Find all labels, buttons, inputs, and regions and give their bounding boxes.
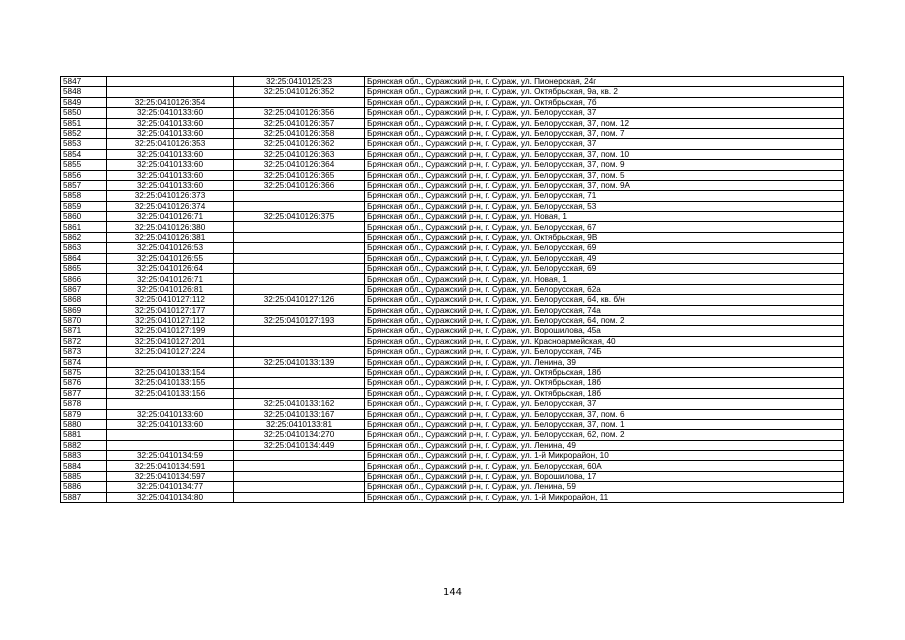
row-number-cell: 5871 <box>61 326 107 336</box>
row-number-cell: 5886 <box>61 482 107 492</box>
parcel-cadastral-number-cell: 32:25:0410133:60 <box>107 149 234 159</box>
parcel-cadastral-number-cell: 32:25:0410133:156 <box>107 388 234 398</box>
row-number-cell: 5859 <box>61 201 107 211</box>
parcel-cadastral-number-cell: 32:25:0410126:374 <box>107 201 234 211</box>
address-cell: Брянская обл., Суражский р-н, г. Сураж, ул. Ворошилова, 45а <box>365 326 844 336</box>
object-cadastral-number-cell: 32:25:0410133:162 <box>234 399 365 409</box>
object-cadastral-number-cell <box>234 264 365 274</box>
parcel-cadastral-number-cell: 32:25:0410133:60 <box>107 419 234 429</box>
parcel-cadastral-number-cell: 32:25:0410127:177 <box>107 305 234 315</box>
row-number-cell: 5869 <box>61 305 107 315</box>
parcel-cadastral-number-cell: 32:25:0410126:71 <box>107 212 234 222</box>
address-cell: Брянская обл., Суражский р-н, г. Сураж, ул. 1-й Микрорайон, 10 <box>365 451 844 461</box>
row-number-cell: 5887 <box>61 492 107 502</box>
address-cell: Брянская обл., Суражский р-н, г. Сураж, ул. Белорусская, 37, пом. 5 <box>365 170 844 180</box>
object-cadastral-number-cell <box>234 367 365 377</box>
object-cadastral-number-cell <box>234 305 365 315</box>
table-row <box>61 357 844 367</box>
row-number-cell: 5885 <box>61 471 107 481</box>
parcel-cadastral-number-cell: 32:25:0410134:80 <box>107 492 234 502</box>
parcel-cadastral-number-cell: 32:25:0410133:60 <box>107 170 234 180</box>
address-cell: Брянская обл., Суражский р-н, г. Сураж, ул. Белорусская, 37 <box>365 399 844 409</box>
row-number-cell: 5883 <box>61 451 107 461</box>
table-row <box>61 399 844 409</box>
table-row <box>61 440 844 450</box>
address-cell: Брянская обл., Суражский р-н, г. Сураж, ул. Красноармейская, 40 <box>365 336 844 346</box>
parcel-cadastral-number-cell: 32:25:0410133:154 <box>107 367 234 377</box>
table-row <box>61 367 844 377</box>
row-number-cell: 5868 <box>61 295 107 305</box>
object-cadastral-number-cell <box>234 222 365 232</box>
address-cell: Брянская обл., Суражский р-н, г. Сураж, ул. Ленина, 39 <box>365 357 844 367</box>
address-cell: Брянская обл., Суражский р-н, г. Сураж, ул. Белорусская, 74Б <box>365 347 844 357</box>
address-cell: Брянская обл., Суражский р-н, г. Сураж, ул. Октябрьская, 18б <box>365 388 844 398</box>
parcel-cadastral-number-cell <box>107 87 234 97</box>
parcel-cadastral-number-cell: 32:25:0410127:199 <box>107 326 234 336</box>
address-cell: Брянская обл., Суражский р-н, г. Сураж, ул. Октябрьская, 18б <box>365 367 844 377</box>
parcel-cadastral-number-cell: 32:25:0410127:112 <box>107 315 234 325</box>
address-cell: Брянская обл., Суражский р-н, г. Сураж, ул. Белорусская, 74а <box>365 305 844 315</box>
address-cell: Брянская обл., Суражский р-н, г. Сураж, ул. Белорусская, 37, пом. 6 <box>365 409 844 419</box>
object-cadastral-number-cell <box>234 492 365 502</box>
row-number-cell: 5873 <box>61 347 107 357</box>
object-cadastral-number-cell <box>234 232 365 242</box>
row-number-cell: 5858 <box>61 191 107 201</box>
table-row <box>61 77 844 87</box>
table-row <box>61 451 844 461</box>
table-row <box>61 336 844 346</box>
table-row <box>61 378 844 388</box>
table-row <box>61 305 844 315</box>
table-row <box>61 284 844 294</box>
parcel-cadastral-number-cell <box>107 399 234 409</box>
parcel-cadastral-number-cell: 32:25:0410133:155 <box>107 378 234 388</box>
object-cadastral-number-cell: 32:25:0410126:356 <box>234 108 365 118</box>
object-cadastral-number-cell <box>234 388 365 398</box>
table-row <box>61 253 844 263</box>
parcel-cadastral-number-cell: 32:25:0410133:60 <box>107 180 234 190</box>
address-cell: Брянская обл., Суражский р-н, г. Сураж, ул. Белорусская, 53 <box>365 201 844 211</box>
row-number-cell: 5857 <box>61 180 107 190</box>
address-cell: Брянская обл., Суражский р-н, г. Сураж, ул. Новая, 1 <box>365 212 844 222</box>
row-number-cell: 5878 <box>61 399 107 409</box>
address-cell: Брянская обл., Суражский р-н, г. Сураж, ул. Белорусская, 37 <box>365 139 844 149</box>
table-row <box>61 430 844 440</box>
parcel-cadastral-number-cell: 32:25:0410127:224 <box>107 347 234 357</box>
address-cell: Брянская обл., Суражский р-н, г. Сураж, ул. 1-й Микрорайон, 11 <box>365 492 844 502</box>
row-number-cell: 5860 <box>61 212 107 222</box>
table-row <box>61 87 844 97</box>
row-number-cell: 5865 <box>61 264 107 274</box>
address-cell: Брянская обл., Суражский р-н, г. Сураж, ул. Белорусская, 37, пом. 7 <box>365 128 844 138</box>
object-cadastral-number-cell <box>234 347 365 357</box>
row-number-cell: 5877 <box>61 388 107 398</box>
object-cadastral-number-cell: 32:25:0410133:139 <box>234 357 365 367</box>
table-row <box>61 118 844 128</box>
object-cadastral-number-cell <box>234 274 365 284</box>
object-cadastral-number-cell: 32:25:0410127:126 <box>234 295 365 305</box>
row-number-cell: 5852 <box>61 128 107 138</box>
parcel-cadastral-number-cell: 32:25:0410133:60 <box>107 409 234 419</box>
row-number-cell: 5853 <box>61 139 107 149</box>
table-row <box>61 409 844 419</box>
address-cell: Брянская обл., Суражский р-н, г. Сураж, ул. Белорусская, 37, пом. 9А <box>365 180 844 190</box>
table-row <box>61 347 844 357</box>
table-row <box>61 419 844 429</box>
row-number-cell: 5882 <box>61 440 107 450</box>
table-row <box>61 170 844 180</box>
address-cell: Брянская обл., Суражский р-н, г. Сураж, ул. Октябрьская, 9а, кв. 2 <box>365 87 844 97</box>
table-row <box>61 274 844 284</box>
table-row <box>61 243 844 253</box>
object-cadastral-number-cell <box>234 97 365 107</box>
table-row <box>61 160 844 170</box>
address-cell: Брянская обл., Суражский р-н, г. Сураж, ул. Октябрьская, 18б <box>365 378 844 388</box>
address-cell: Брянская обл., Суражский р-н, г. Сураж, ул. Новая, 1 <box>365 274 844 284</box>
parcel-cadastral-number-cell: 32:25:0410134:77 <box>107 482 234 492</box>
object-cadastral-number-cell: 32:25:0410125:23 <box>234 77 365 87</box>
object-cadastral-number-cell <box>234 201 365 211</box>
table-row <box>61 492 844 502</box>
parcel-cadastral-number-cell: 32:25:0410133:60 <box>107 108 234 118</box>
row-number-cell: 5847 <box>61 77 107 87</box>
object-cadastral-number-cell <box>234 336 365 346</box>
parcel-cadastral-number-cell <box>107 77 234 87</box>
object-cadastral-number-cell: 32:25:0410134:449 <box>234 440 365 450</box>
parcel-cadastral-number-cell <box>107 440 234 450</box>
row-number-cell: 5875 <box>61 367 107 377</box>
object-cadastral-number-cell: 32:25:0410134:270 <box>234 430 365 440</box>
parcel-cadastral-number-cell: 32:25:0410126:81 <box>107 284 234 294</box>
address-cell: Брянская обл., Суражский р-н, г. Сураж, ул. Белорусская, 37, пом. 1 <box>365 419 844 429</box>
address-cell: Брянская обл., Суражский р-н, г. Сураж, ул. Ленина, 59 <box>365 482 844 492</box>
parcel-cadastral-number-cell: 32:25:0410126:381 <box>107 232 234 242</box>
row-number-cell: 5855 <box>61 160 107 170</box>
address-cell: Брянская обл., Суражский р-н, г. Сураж, ул. Белорусская, 64, кв. б/н <box>365 295 844 305</box>
address-cell: Брянская обл., Суражский р-н, г. Сураж, ул. Белорусская, 37, пом. 9 <box>365 160 844 170</box>
parcel-cadastral-number-cell: 32:25:0410133:60 <box>107 160 234 170</box>
object-cadastral-number-cell: 32:25:0410126:365 <box>234 170 365 180</box>
table-row <box>61 180 844 190</box>
object-cadastral-number-cell <box>234 451 365 461</box>
object-cadastral-number-cell <box>234 482 365 492</box>
row-number-cell: 5849 <box>61 97 107 107</box>
row-number-cell: 5863 <box>61 243 107 253</box>
parcel-cadastral-number-cell: 32:25:0410126:55 <box>107 253 234 263</box>
parcel-cadastral-number-cell: 32:25:0410127:201 <box>107 336 234 346</box>
table-row <box>61 212 844 222</box>
parcel-cadastral-number-cell: 32:25:0410134:59 <box>107 451 234 461</box>
address-cell: Брянская обл., Суражский р-н, г. Сураж, ул. Белорусская, 49 <box>365 253 844 263</box>
table-row <box>61 149 844 159</box>
object-cadastral-number-cell: 32:25:0410126:363 <box>234 149 365 159</box>
object-cadastral-number-cell <box>234 461 365 471</box>
table-row <box>61 482 844 492</box>
page-number: 144 <box>442 587 463 598</box>
object-cadastral-number-cell <box>234 191 365 201</box>
row-number-cell: 5850 <box>61 108 107 118</box>
object-cadastral-number-cell: 32:25:0410126:364 <box>234 160 365 170</box>
table-row <box>61 97 844 107</box>
address-cell: Брянская обл., Суражский р-н, г. Сураж, ул. Белорусская, 71 <box>365 191 844 201</box>
parcel-cadastral-number-cell <box>107 357 234 367</box>
table-row <box>61 264 844 274</box>
object-cadastral-number-cell <box>234 378 365 388</box>
object-cadastral-number-cell <box>234 253 365 263</box>
address-cell: Брянская обл., Суражский р-н, г. Сураж, ул. Пионерская, 24г <box>365 77 844 87</box>
object-cadastral-number-cell <box>234 284 365 294</box>
table-row <box>61 232 844 242</box>
row-number-cell: 5851 <box>61 118 107 128</box>
row-number-cell: 5848 <box>61 87 107 97</box>
row-number-cell: 5884 <box>61 461 107 471</box>
object-cadastral-number-cell: 32:25:0410126:362 <box>234 139 365 149</box>
table-row <box>61 326 844 336</box>
address-cell: Брянская обл., Суражский р-н, г. Сураж, ул. Белорусская, 37 <box>365 108 844 118</box>
parcel-cadastral-number-cell: 32:25:0410126:64 <box>107 264 234 274</box>
parcel-cadastral-number-cell: 32:25:0410126:380 <box>107 222 234 232</box>
address-cell: Брянская обл., Суражский р-н, г. Сураж, ул. Белорусская, 62а <box>365 284 844 294</box>
row-number-cell: 5876 <box>61 378 107 388</box>
address-cell: Брянская обл., Суражский р-н, г. Сураж, ул. Ленина, 49 <box>365 440 844 450</box>
parcel-cadastral-number-cell: 32:25:0410126:373 <box>107 191 234 201</box>
address-cell: Брянская обл., Суражский р-н, г. Сураж, ул. Белорусская, 67 <box>365 222 844 232</box>
table-row <box>61 388 844 398</box>
table-row <box>61 461 844 471</box>
address-cell: Брянская обл., Суражский р-н, г. Сураж, ул. Белорусская, 69 <box>365 243 844 253</box>
parcel-cadastral-number-cell <box>107 430 234 440</box>
object-cadastral-number-cell: 32:25:0410126:352 <box>234 87 365 97</box>
address-cell: Брянская обл., Суражский р-н, г. Сураж, ул. Октябрьская, 7б <box>365 97 844 107</box>
object-cadastral-number-cell: 32:25:0410126:358 <box>234 128 365 138</box>
row-number-cell: 5864 <box>61 253 107 263</box>
parcel-cadastral-number-cell: 32:25:0410126:354 <box>107 97 234 107</box>
object-cadastral-number-cell: 32:25:0410126:366 <box>234 180 365 190</box>
parcel-cadastral-number-cell: 32:25:0410126:71 <box>107 274 234 284</box>
object-cadastral-number-cell: 32:25:0410133:167 <box>234 409 365 419</box>
row-number-cell: 5861 <box>61 222 107 232</box>
row-number-cell: 5879 <box>61 409 107 419</box>
table-row <box>61 139 844 149</box>
object-cadastral-number-cell: 32:25:0410126:357 <box>234 118 365 128</box>
object-cadastral-number-cell <box>234 243 365 253</box>
cadastral-registry-table <box>60 76 844 503</box>
object-cadastral-number-cell: 32:25:0410127:193 <box>234 315 365 325</box>
table-row <box>61 128 844 138</box>
object-cadastral-number-cell: 32:25:0410133:81 <box>234 419 365 429</box>
table-row <box>61 222 844 232</box>
row-number-cell: 5872 <box>61 336 107 346</box>
parcel-cadastral-number-cell: 32:25:0410134:591 <box>107 461 234 471</box>
parcel-cadastral-number-cell: 32:25:0410126:53 <box>107 243 234 253</box>
row-number-cell: 5867 <box>61 284 107 294</box>
address-cell: Брянская обл., Суражский р-н, г. Сураж, ул. Ворошилова, 17 <box>365 471 844 481</box>
object-cadastral-number-cell <box>234 326 365 336</box>
table-row <box>61 201 844 211</box>
parcel-cadastral-number-cell: 32:25:0410126:353 <box>107 139 234 149</box>
address-cell: Брянская обл., Суражский р-н, г. Сураж, ул. Белорусская, 37, пом. 12 <box>365 118 844 128</box>
address-cell: Брянская обл., Суражский р-н, г. Сураж, ул. Белорусская, 64, пом. 2 <box>365 315 844 325</box>
table-row <box>61 471 844 481</box>
row-number-cell: 5862 <box>61 232 107 242</box>
parcel-cadastral-number-cell: 32:25:0410127:112 <box>107 295 234 305</box>
parcel-cadastral-number-cell: 32:25:0410133:60 <box>107 128 234 138</box>
parcel-cadastral-number-cell: 32:25:0410134:597 <box>107 471 234 481</box>
object-cadastral-number-cell <box>234 471 365 481</box>
table-row <box>61 295 844 305</box>
address-cell: Брянская обл., Суражский р-н, г. Сураж, ул. Белорусская, 62, пом. 2 <box>365 430 844 440</box>
address-cell: Брянская обл., Суражский р-н, г. Сураж, ул. Белорусская, 69 <box>365 264 844 274</box>
row-number-cell: 5866 <box>61 274 107 284</box>
row-number-cell: 5856 <box>61 170 107 180</box>
table-row <box>61 108 844 118</box>
object-cadastral-number-cell: 32:25:0410126:375 <box>234 212 365 222</box>
row-number-cell: 5854 <box>61 149 107 159</box>
row-number-cell: 5874 <box>61 357 107 367</box>
address-cell: Брянская обл., Суражский р-н, г. Сураж, ул. Белорусская, 60А <box>365 461 844 471</box>
address-cell: Брянская обл., Суражский р-н, г. Сураж, ул. Октябрьская, 9В <box>365 232 844 242</box>
parcel-cadastral-number-cell: 32:25:0410133:60 <box>107 118 234 128</box>
row-number-cell: 5881 <box>61 430 107 440</box>
row-number-cell: 5870 <box>61 315 107 325</box>
table-row <box>61 315 844 325</box>
row-number-cell: 5880 <box>61 419 107 429</box>
registry-table-body <box>61 77 844 503</box>
address-cell: Брянская обл., Суражский р-н, г. Сураж, ул. Белорусская, 37, пом. 10 <box>365 149 844 159</box>
table-row <box>61 191 844 201</box>
